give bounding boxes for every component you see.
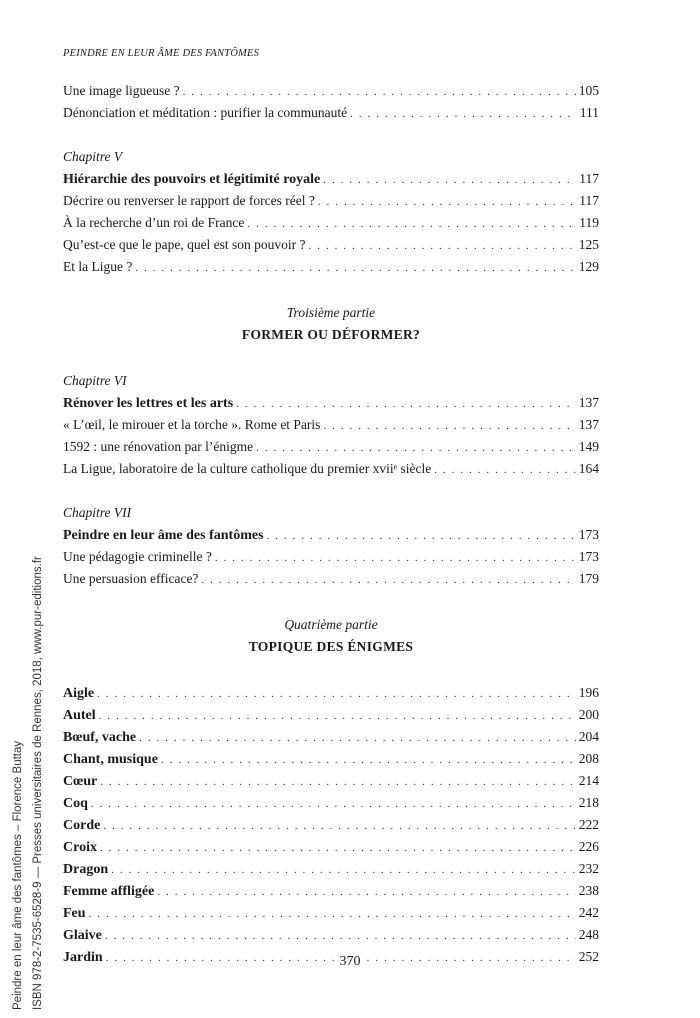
toc-entry-title: Dénonciation et méditation : purifier la communauté bbox=[63, 105, 348, 120]
dot-leader bbox=[91, 793, 576, 814]
toc-entry[interactable] bbox=[63, 256, 599, 278]
toc-entry[interactable] bbox=[63, 858, 599, 880]
toc-entry[interactable] bbox=[63, 770, 599, 792]
toc-entry-page: 248 bbox=[578, 927, 599, 942]
toc-entry-title: « L’œil, le mirouer et la torche ». Rome et Paris bbox=[63, 417, 321, 432]
toc-entry[interactable] bbox=[63, 546, 599, 568]
page-number: 370 bbox=[339, 954, 361, 969]
dot-leader bbox=[434, 459, 576, 480]
toc-entry-page: 196 bbox=[578, 685, 599, 700]
toc-entry[interactable] bbox=[63, 212, 599, 234]
chapter-label: Chapitre VII bbox=[63, 505, 132, 520]
dot-leader bbox=[215, 547, 576, 568]
toc-entry-title: Une pédagogie criminelle ? bbox=[63, 549, 212, 564]
dot-leader bbox=[309, 235, 576, 256]
dot-leader bbox=[135, 257, 575, 278]
toc-entry-page: 149 bbox=[578, 439, 599, 454]
side-citation-isbn: ISBN 978-2-7535-6528-9 — Presses universitaires de Rennes, 2018, www.pur-editions.fr bbox=[32, 556, 44, 1010]
toc-entry-page: 238 bbox=[578, 883, 599, 898]
toc-entry[interactable] bbox=[63, 792, 599, 814]
dot-leader bbox=[247, 213, 576, 234]
chapter-label: Chapitre V bbox=[63, 149, 123, 164]
toc-entry-page: 204 bbox=[578, 729, 599, 744]
toc-entry-page: 105 bbox=[578, 83, 599, 98]
section-spacer bbox=[63, 346, 599, 370]
chapter-label: Chapitre VI bbox=[63, 373, 127, 388]
toc-entry-title: Aigle bbox=[63, 686, 95, 701]
toc-entry-page: 125 bbox=[578, 237, 599, 252]
toc-entry[interactable] bbox=[63, 436, 599, 458]
dot-leader bbox=[318, 191, 576, 212]
toc-entry-title: La Ligue, laboratoire de la culture catholique du premier xviiᵉ siècle bbox=[63, 461, 432, 476]
toc-entry-title: Corde bbox=[63, 818, 101, 833]
toc-entry-page: 208 bbox=[578, 751, 599, 766]
toc-entry[interactable] bbox=[63, 880, 599, 902]
section-spacer bbox=[63, 590, 599, 614]
dot-leader bbox=[103, 815, 575, 836]
toc-entry-title: Croix bbox=[63, 840, 97, 855]
part-label: Troisième partie bbox=[286, 305, 376, 320]
toc-entry-page: 232 bbox=[578, 861, 599, 876]
toc-entry-page: 252 bbox=[578, 949, 599, 964]
toc-entry-title: Coq bbox=[63, 796, 88, 811]
toc-entry-title: Une persuasion efficace? bbox=[63, 571, 199, 586]
toc-entry[interactable] bbox=[63, 726, 599, 748]
dot-leader bbox=[236, 393, 576, 414]
toc-entry-title: Feu bbox=[63, 906, 86, 921]
toc-entry-page: 129 bbox=[578, 259, 599, 274]
toc-entry-page: 111 bbox=[579, 105, 599, 120]
dot-leader bbox=[183, 81, 576, 102]
toc-entry-page: 214 bbox=[578, 773, 599, 788]
side-citation-title: Peindre en leur âme des fantômes – Florence Buttay bbox=[12, 740, 24, 1010]
toc-entry-title: À la recherche d’un roi de France bbox=[63, 215, 245, 230]
section-spacer bbox=[63, 278, 599, 302]
side-citation bbox=[8, 450, 48, 1010]
toc-entry-page: 164 bbox=[578, 461, 599, 476]
toc-entry-title: Bœuf, vache bbox=[63, 730, 137, 745]
dot-leader bbox=[350, 103, 577, 124]
toc-entry[interactable] bbox=[63, 902, 599, 924]
part-title: FORMER OU DÉFORMER? bbox=[241, 327, 421, 342]
toc-entry-page: 218 bbox=[578, 795, 599, 810]
dot-leader bbox=[99, 705, 576, 726]
part-title: TOPIQUE DES ÉNIGMES bbox=[248, 639, 414, 654]
toc-entry-page: 119 bbox=[579, 215, 599, 230]
part-label: Quatrième partie bbox=[284, 617, 378, 632]
section-spacer bbox=[63, 658, 599, 682]
table-of-contents bbox=[63, 80, 599, 968]
toc-entry-page: 117 bbox=[579, 193, 599, 208]
dot-leader bbox=[100, 837, 576, 858]
toc-entry[interactable] bbox=[63, 924, 599, 946]
toc-entry-page: 137 bbox=[578, 417, 599, 432]
dot-leader bbox=[100, 771, 576, 792]
dot-leader bbox=[323, 415, 575, 436]
dot-leader bbox=[157, 881, 575, 902]
toc-entry[interactable] bbox=[63, 814, 599, 836]
toc-entry[interactable] bbox=[63, 80, 599, 102]
section-spacer bbox=[63, 480, 599, 502]
toc-entry[interactable] bbox=[63, 458, 599, 480]
toc-entry[interactable] bbox=[63, 524, 599, 546]
toc-entry-page: 173 bbox=[578, 549, 599, 564]
toc-entry[interactable] bbox=[63, 836, 599, 858]
toc-entry-title: Décrire ou renverser le rapport de forces réel ? bbox=[63, 193, 315, 208]
dot-leader bbox=[161, 749, 576, 770]
toc-entry[interactable] bbox=[63, 414, 599, 436]
toc-entry[interactable] bbox=[63, 704, 599, 726]
dot-leader bbox=[139, 727, 576, 748]
toc-entry-title: Cœur bbox=[63, 774, 98, 789]
toc-entry[interactable] bbox=[63, 748, 599, 770]
dot-leader bbox=[267, 525, 576, 546]
toc-entry-title: Une image ligueuse ? bbox=[63, 83, 180, 98]
toc-entry-title: Rénover les lettres et les arts bbox=[63, 396, 234, 411]
toc-entry-title: Hiérarchie des pouvoirs et légitimité royale bbox=[63, 172, 321, 187]
toc-entry-title: Glaive bbox=[63, 928, 102, 943]
toc-entry-title: 1592 : une rénovation par l’énigme bbox=[63, 439, 254, 454]
dot-leader bbox=[256, 437, 576, 458]
toc-entry-page: 137 bbox=[578, 395, 599, 410]
toc-entry-page: 200 bbox=[578, 707, 599, 722]
section-spacer bbox=[63, 124, 599, 146]
dot-leader bbox=[97, 683, 576, 704]
dot-leader bbox=[323, 169, 576, 190]
toc-entry-page: 173 bbox=[578, 527, 599, 542]
toc-entry[interactable] bbox=[63, 168, 599, 190]
running-head: PEINDRE EN LEUR ÂME DES FANTÔMES bbox=[63, 48, 260, 59]
toc-entry[interactable] bbox=[63, 682, 599, 704]
toc-entry-title: Autel bbox=[63, 708, 96, 723]
dot-leader bbox=[89, 903, 576, 924]
toc-entry-title: Jardin bbox=[63, 950, 103, 965]
dot-leader bbox=[201, 569, 575, 590]
toc-entry[interactable] bbox=[63, 102, 599, 124]
toc-entry[interactable] bbox=[63, 234, 599, 256]
toc-entry-title: Chant, musique bbox=[63, 752, 158, 767]
toc-entry-title: Peindre en leur âme des fantômes bbox=[63, 528, 264, 543]
toc-entry[interactable] bbox=[63, 392, 599, 414]
dot-leader bbox=[111, 859, 576, 880]
toc-entry-page: 117 bbox=[579, 171, 599, 186]
toc-entry[interactable] bbox=[63, 568, 599, 590]
toc-entry-page: 179 bbox=[578, 571, 599, 586]
dot-leader bbox=[105, 925, 576, 946]
toc-entry-title: Qu’est-ce que le pape, quel est son pouvoir ? bbox=[63, 237, 306, 252]
toc-entry[interactable] bbox=[63, 190, 599, 212]
toc-entry-page: 242 bbox=[578, 905, 599, 920]
toc-entry-title: Dragon bbox=[63, 862, 109, 877]
toc-entry-page: 226 bbox=[578, 839, 599, 854]
toc-entry-title: Femme affligée bbox=[63, 884, 155, 899]
toc-entry-page: 222 bbox=[578, 817, 599, 832]
toc-entry-title: Et la Ligue ? bbox=[63, 259, 133, 274]
